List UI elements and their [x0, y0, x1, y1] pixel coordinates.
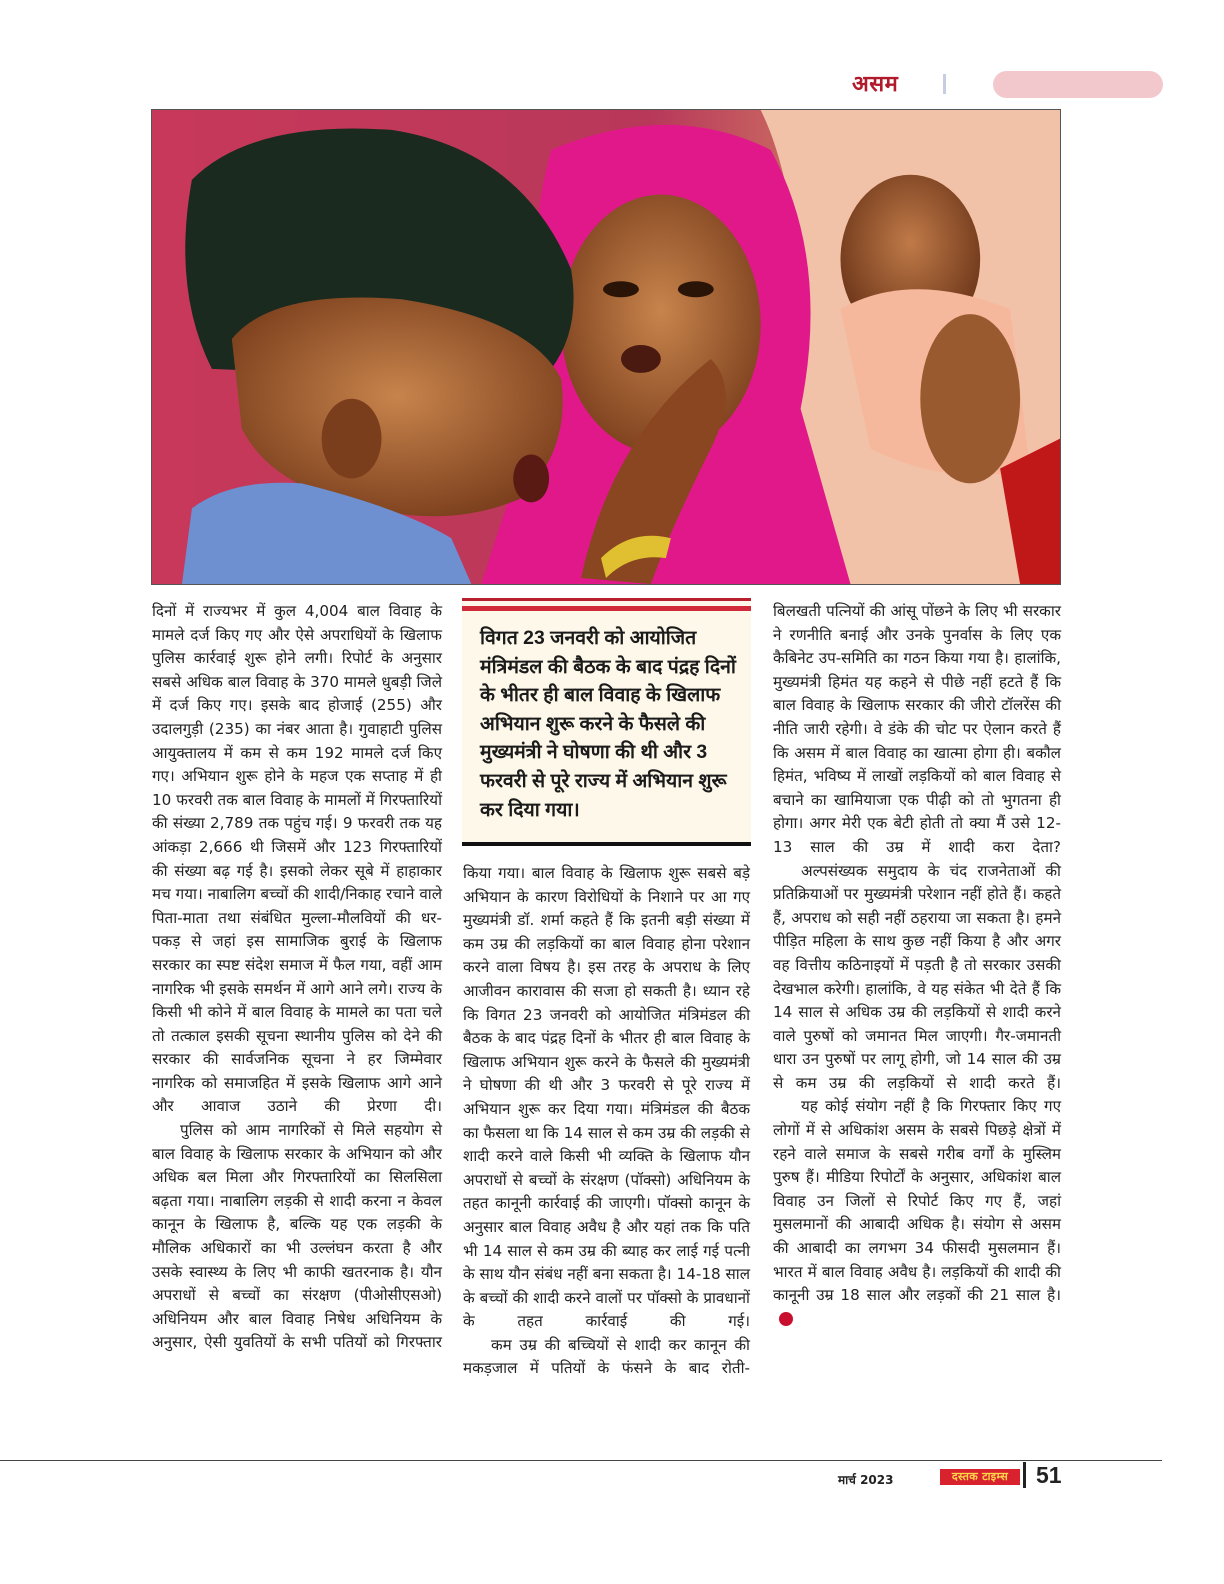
footer-divider [1023, 1462, 1026, 1488]
pull-quote-top-rule-thick [462, 606, 751, 611]
pull-quote-top-rule [462, 598, 751, 601]
pull-quote-bottom-rule [462, 842, 751, 846]
article-column-3 [773, 600, 1061, 1331]
pull-quote [462, 598, 751, 846]
article-paragraph: बिलखती पत्नियों की आंसू पोंछने के लिए भी सरकार ने रणनीति बनाई और उनके पुनर्वास के लिए एक कैबिनेट उप-समिति का गठन किया गया है। हालांकि, मुख्यमंत्री हिमंत यह कहने से पीछे नहीं हटते हैं कि बाल विवाह के खिलाफ सरकार की जीरो टॉलरेंस की नीति जारी रहेगी। वे डंके की चोट पर ऐलान करते हैं कि असम में बाल विवाह का खात्मा होगा ही। बकौल हिमंत, भविष्य में लाखों लड़कियों को बाल विवाह से बचाने का खामियाजा एक पीढ़ी को तो भुगतना ही होगा। अगर मेरी एक बेटी होती तो क्या मैं उसे 12-13 साल की उम्र में शादी करा देता? [773, 602, 1061, 856]
article-paragraph: दिनों में राज्यभर में कुल 4,004 बाल विवाह के मामले दर्ज किए गए और ऐसे अपराधियों के खिलाफ पुलिस कार्रवाई शुरू होने लगी। रिपोर्ट के अनुसार सबसे अधिक बाल विवाह के 370 मामले धुबड़ी जिले में दर्ज किए गए। इसके बाद होजाई (255) और उदालगुड़ी (235) का नंबर आता है। गुवाहाटी पुलिस आयुक्तालय में कम से कम 192 मामले दर्ज किए गए। अभियान शुरू होने के महज एक सप्ताह में ही 10 फरवरी तक बाल विवाह के मामलों में गिरफ्तारियों की संख्या 2,789 तक पहुंच गई। 9 फरवरी तक यह आंकड़ा 2,666 थी जिसमें और 123 गिरफ्तारियों की संख्या बढ़ गई है। इसको लेकर सूबे में हाहाकार मच गया। नाबालिग बच्चों की शादी/निकाह रचाने वाले पिता-माता तथा संबंधित मुल्ला-मौलवियों की धर-पकड़ से जहां इस सामाजिक बुराई के खिलाफ सरकार का स्पष्ट संदेश समाज में फैल गया, वहीं आम नागरिक भी इसके समर्थन में आगे आने लगे। राज्य के किसी भी कोने में बाल विवाह के मामले का पता चले तो तत्काल इसकी सूचना स्थानीय पुलिस को देने की सरकार की सार्वजनिक सूचना ने हर जिम्मेवार नागरिक को समाजहित में इसके खिलाफ आगे आने और आवाज उठाने की प्रेरणा दी। [152, 602, 442, 1116]
article-paragraph: किया गया। बाल विवाह के खिलाफ शुरू सबसे बड़े अभियान के कारण विरोधियों के निशाने पर आ गए मुख्यमंत्री डॉ. शर्मा कहते हैं कि इतनी बड़ी संख्या में कम उम्र की लड़कियों का बाल विवाह होना परेशान करने वाला विषय है। इस तरह के अपराध के लिए आजीवन कारावास की सजा हो सकती है। ध्यान रहे कि विगत 23 जनवरी को आयोजित मंत्रिमंडल की बैठक के बाद पंद्रह दिनों के भीतर ही बाल विवाह के खिलाफ अभियान शुरू करने के फैसले की मुख्यमंत्री ने घोषणा की थी और 3 फरवरी से पूरे राज्य में अभियान शुरू कर दिया गया। मंत्रिमंडल की बैठक का फैसला था कि 14 साल से कम उम्र की लड़की से शादी करने वाले किसी भी व्यक्ति के खिलाफ यौन अपराधों से बच्चों के संरक्षण (पॉक्सो) अधिनियम के तहत कानूनी कार्रवाई की जाएगी। पॉक्सो कानून के अनुसार बाल विवाह अवैध है और यहां तक कि पति भी 14 साल से कम उम्र की ब्याह कर लाई गई पत्नी के साथ यौन संबंध नहीं बना सकता है। 14-18 साल के बच्चों की शादी करने वालों पर पॉक्सो के प्रावधानों के तहत कार्रवाई की गई। [463, 864, 750, 1331]
article-final-text: यह कोई संयोग नहीं है कि गिरफ्तार किए गए लोगों में से अधिकांश असम के सबसे पिछड़े क्षेत्रों में रहने वाले समाज के सबसे गरीब वर्गों के मुस्लिम पुरुष हैं। मीडिया रिपोर्टों के अनुसार, अधिकांश बाल विवाह उन जिलों से रिपोर्ट किए गए हैं, जहां मुसलमानों की आबादी अधिक है। संयोग से असम की आबादी का लगभग 34 फीसदी मुसलमान हैं। भारत में बाल विवाह अवैध है। लड़कियों की शादी की कानूनी उम्र 18 साल और लड़कों की 21 साल है। [773, 1097, 1061, 1305]
article-paragraph: कम उम्र की बच्चियों से शादी कर कानून की मकड़जाल में पतियों के फंसने के बाद रोती- [463, 1335, 750, 1378]
end-of-article-dot-icon [779, 1312, 793, 1326]
woman-mouth [621, 345, 661, 373]
article-paragraph: अल्पसंख्यक समुदाय के चंद राजनेताओं की प्रतिक्रियाओं पर मुख्यमंत्री परेशान नहीं होते हैं। कहते हैं, अपराध को सही नहीं ठहराया जा सकता है। हमने पीड़ित महिला के साथ कुछ नहीं किया है और अगर वह वित्तीय कठिनाइयों में पड़ती है तो सरकार उसकी देखभाल करेगी। हालांकि, वे यह संकेत भी देते हैं कि 14 साल से अधिक उम्र की लड़कियों से शादी करने वाले पुरुषों को जमानत मिल जाएगी। गैर-जमानती धारा उन पुरुषों पर लागू होगी, जो 14 साल की उम्र से कम उम्र की लड़कियों से शादी करते हैं। [773, 861, 1061, 1092]
article-column-2 [463, 862, 750, 1381]
issue-date: मार्च 2023 [838, 1473, 894, 1487]
article-paragraph: पुलिस को आम नागरिकों से मिले सहयोग से बाल विवाह के खिलाफ सरकार के अभियान को और अधिक बल मिला और गिरफ्तारियों का सिलसिला बढ़ता गया। नाबालिग लड़की से शादी करना न केवल कानून के खिलाफ है, बल्कि यह एक लड़की के मौलिक अधिकारों का भी उल्लंघन करता है और उसके स्वास्थ्य के लिए भी काफी खतरनाक है। यौन अपराधों से बच्चों का संरक्षण (पीओसीएसओ) अधिनियम और बाल विवाह निषेध अधिनियम के अनुसार, ऐसी युवतियों के सभी पतियों को गिरफ्तार [152, 1121, 442, 1352]
photo-illustration [152, 110, 1060, 584]
article-column-1 [152, 600, 442, 1355]
header-decorative-pill [993, 71, 1163, 98]
back-woman-hand [920, 314, 1020, 483]
pull-quote-text: विगत 23 जनवरी को आयोजित मंत्रिमंडल की बैठक के बाद पंद्रह दिनों के भीतर ही बाल विवाह के खिलाफ अभियान शुरू करने के फैसले की मुख्यमंत्री ने घोषणा की थी और 3 फरवरी से पूरे राज्य में अभियान शुरू कर दिया गया। [480, 627, 736, 821]
boy-ear [322, 399, 382, 479]
woman-eye-right [678, 281, 714, 297]
article-paragraph-final [773, 1095, 1061, 1331]
woman-eye-left [603, 281, 639, 297]
section-tag: असम [852, 72, 899, 97]
boy-mouth [513, 455, 549, 503]
header-separator [943, 74, 946, 94]
lead-photo [151, 109, 1061, 585]
page-number: 51 [1036, 1462, 1062, 1488]
magazine-logo: दस्तक टाइम्स [940, 1469, 1020, 1485]
footer-rule [0, 1460, 1162, 1461]
